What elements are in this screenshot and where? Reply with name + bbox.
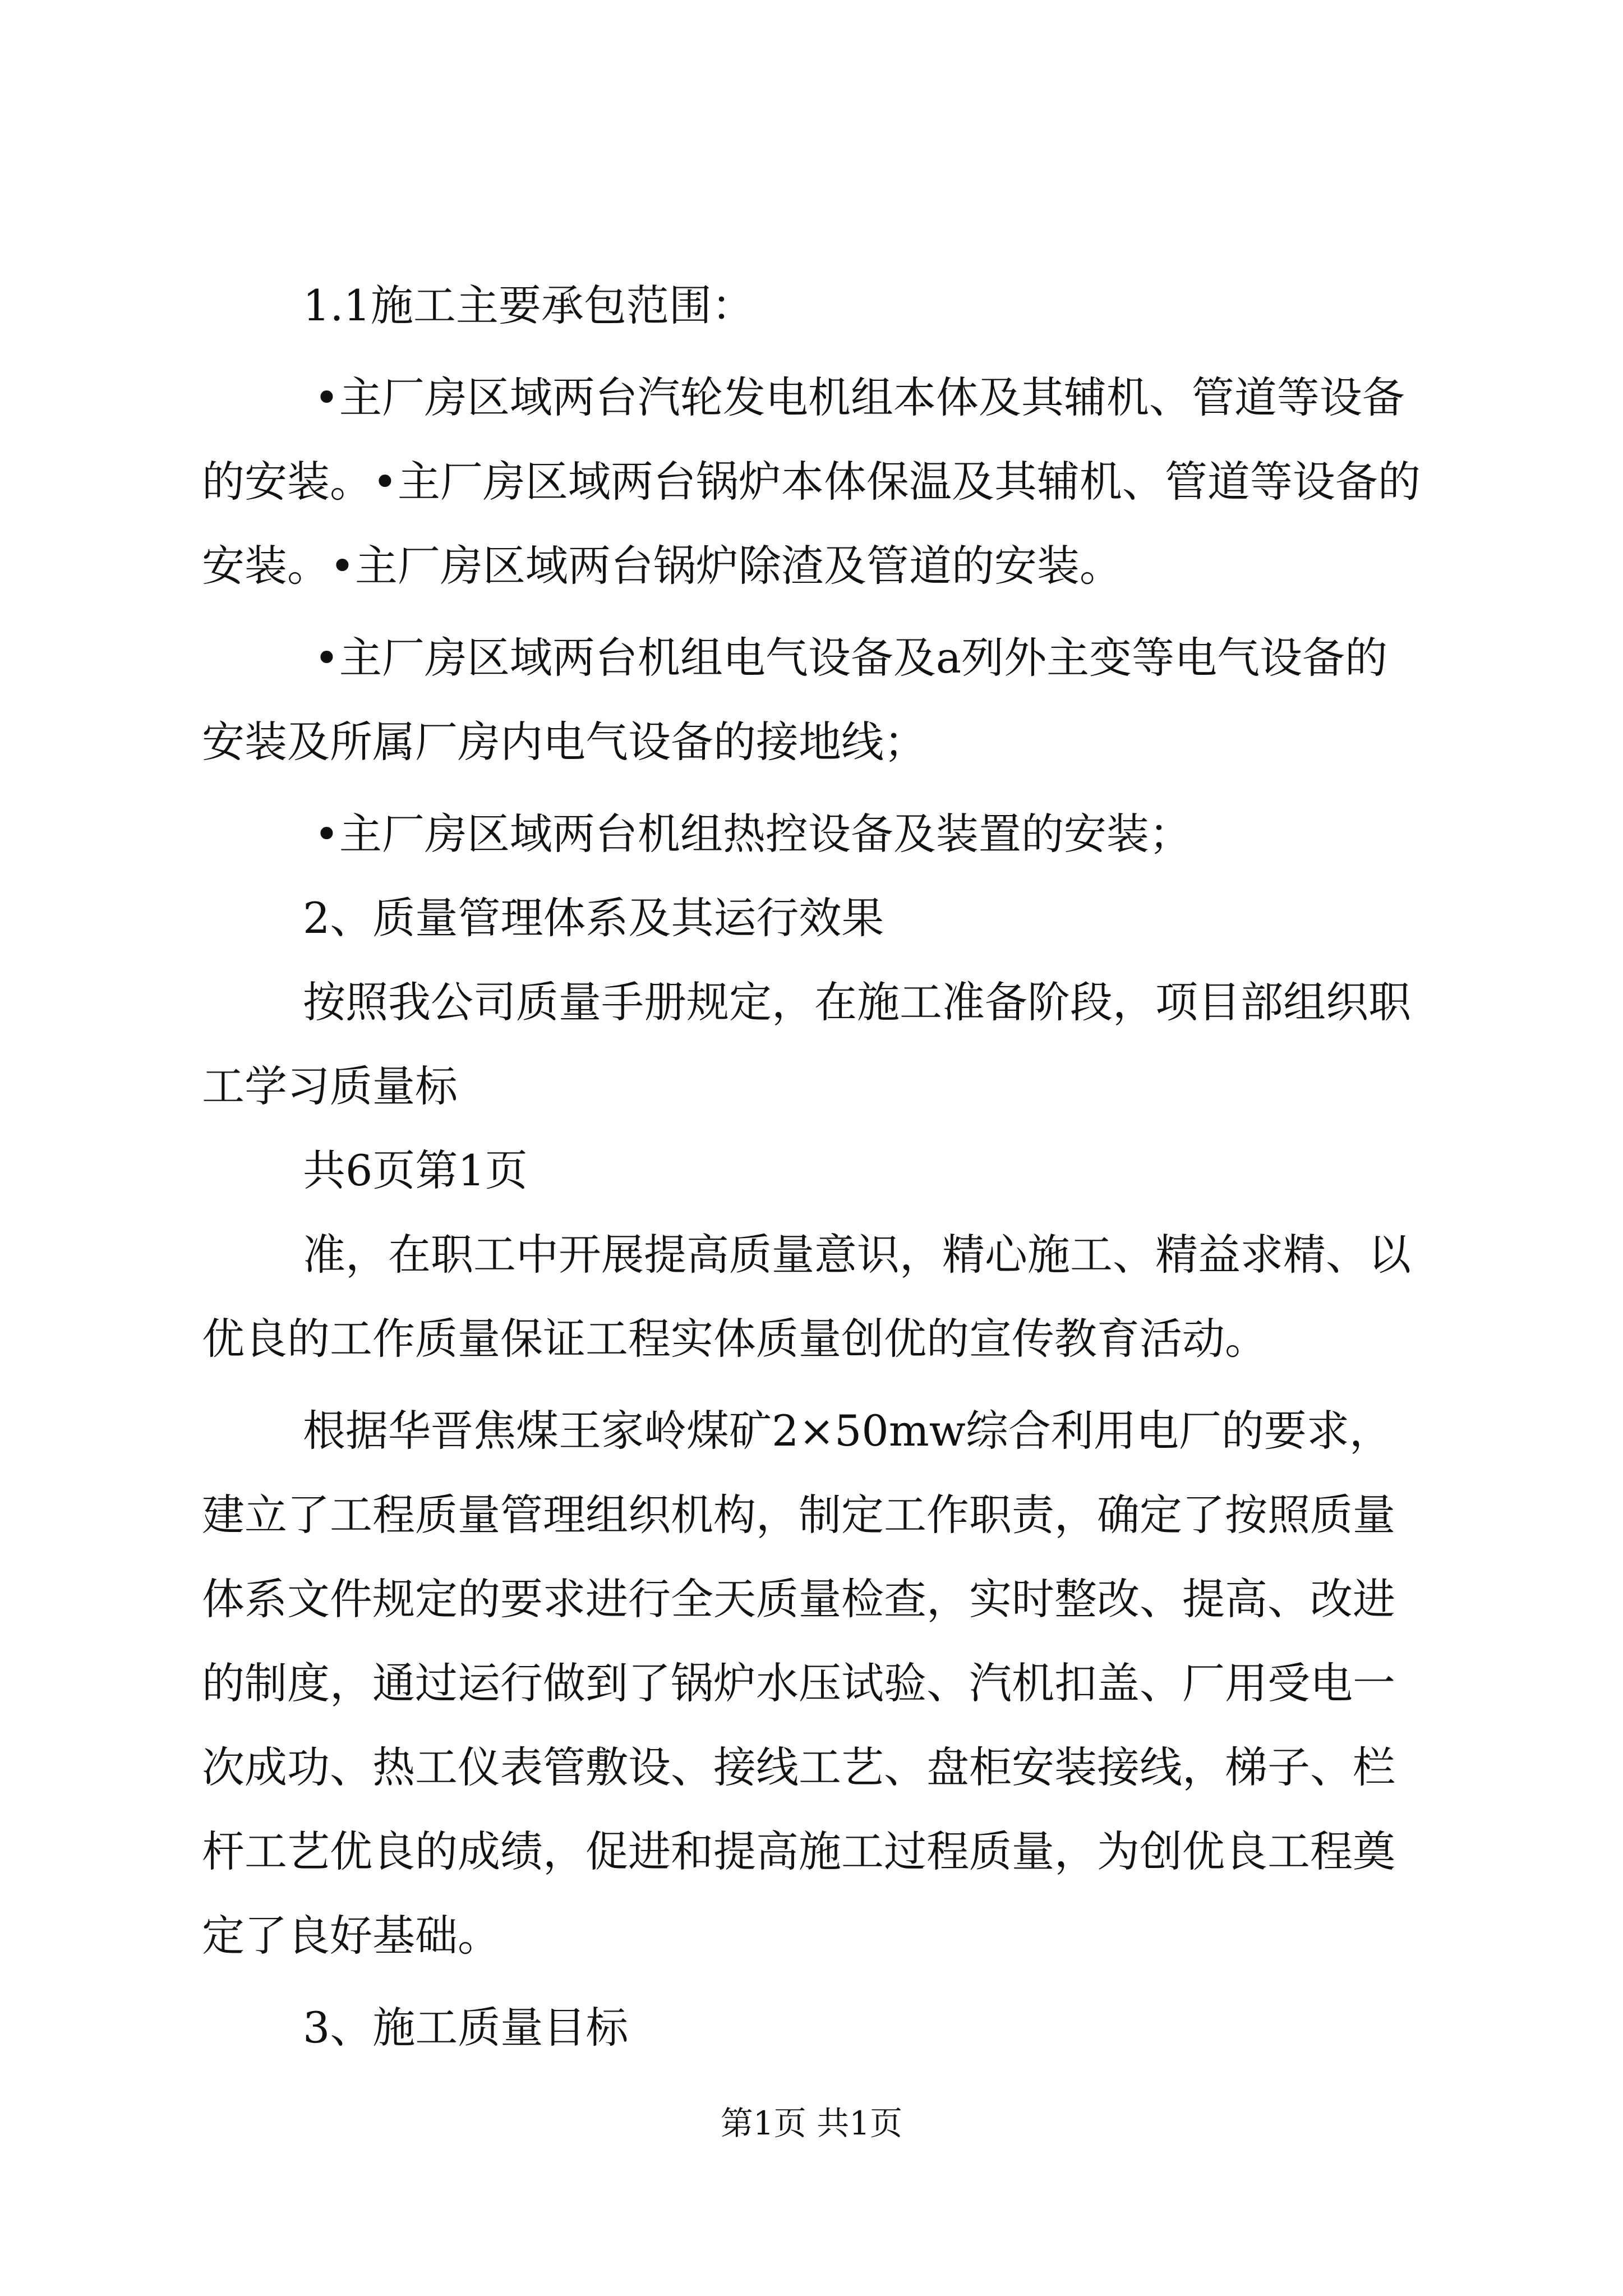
page-footer: 第1页 共1页 bbox=[720, 2104, 903, 2142]
paragraph-scope-turbine-boiler: •主厂房区域两台汽轮发电机组本体及其辅机、管道等设备的安装。•主厂房区域两台锅炉本体保温及其辅机、管道等设备的安装。•主厂房区域两台锅炉除渣及管道的安装。 bbox=[202, 372, 1421, 591]
paragraph-scope-heading: 1.1施工主要承包范围： bbox=[303, 280, 754, 330]
document-body bbox=[202, 264, 1424, 2070]
paragraph-inline-page-note: 共6页第1页 bbox=[303, 1145, 528, 1195]
paragraph-quality-system-heading: 2、质量管理体系及其运行效果 bbox=[303, 893, 884, 943]
paragraph-quality-awareness: 准，在职工中开展提高质量意识，精心施工、精益求精、以优良的工作质量保证工程实体质量创优的宣传教育活动。 bbox=[202, 1230, 1411, 1364]
paragraph-scope-thermal-control: •主厂房区域两台机组热控设备及装置的安装； bbox=[314, 809, 1192, 859]
paragraph-quality-organization: 根据华晋焦煤王家岭煤矿2×50mw综合利用电厂的要求，建立了工程质量管理组织机构，制定工作职责，确定了按照质量体系文件规定的要求进行全天质量检查，实时整改、提高、改进的制度，通过运行做到了锅炉水压试验、汽机扣盖、厂用受电一次成功、热工仪表管敷设、接线工艺、盘柜安装接线，梯子、栏杆工艺优良的成绩，促进和提高施工过程质量，为创优良工程奠定了良好基础。 bbox=[202, 1406, 1395, 1961]
paragraph-quality-goal-heading: 3、施工质量目标 bbox=[303, 2003, 629, 2053]
paragraph-scope-electrical: •主厂房区域两台机组电气设备及a列外主变等电气设备的安装及所属厂房内电气设备的接地线； bbox=[202, 633, 1388, 767]
paragraph-quality-manual: 按照我公司质量手册规定，在施工准备阶段，项目部组织职工学习质量标 bbox=[202, 977, 1411, 1111]
